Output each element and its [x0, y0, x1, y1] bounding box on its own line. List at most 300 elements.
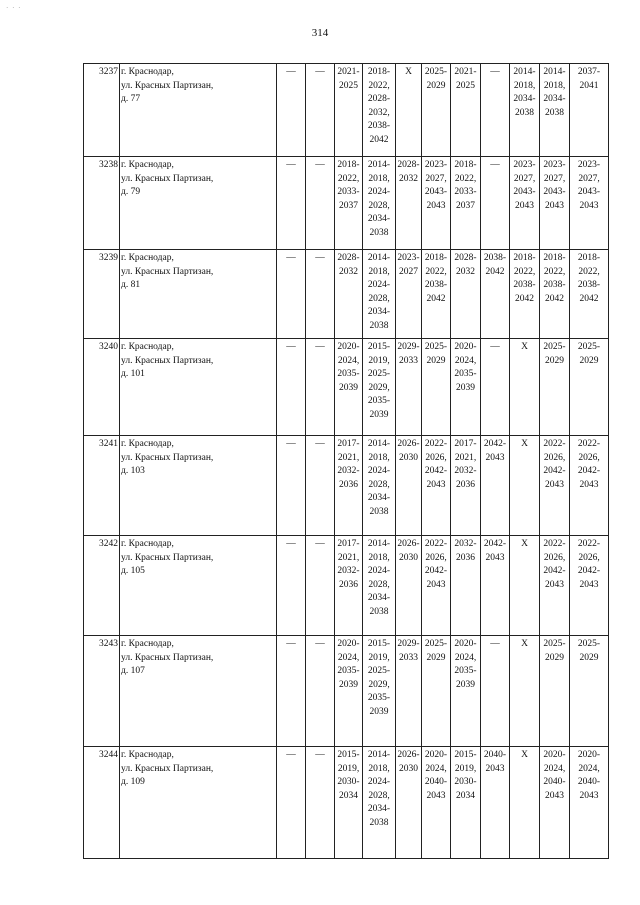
- schedule-value: 2032-: [454, 539, 477, 549]
- schedule-value: 2014-: [367, 160, 391, 170]
- table-body: [84, 64, 609, 859]
- schedule-cell: [540, 747, 570, 859]
- schedule-value: 2022,: [543, 266, 566, 277]
- schedule-value: 2017-: [454, 439, 477, 449]
- schedule-value: 2033-: [337, 187, 360, 198]
- schedule-value: 2026,: [543, 452, 566, 463]
- schedule-value: 2038-: [513, 280, 536, 291]
- schedule-value: 2018,: [513, 80, 536, 91]
- schedule-value: 2018-: [424, 253, 448, 263]
- schedule-value: 2028-: [337, 253, 360, 263]
- schedule-cell: [540, 436, 570, 536]
- schedule-value: 2040-: [424, 777, 448, 788]
- schedule-value: —: [490, 67, 500, 77]
- schedule-value: 2023-: [397, 253, 420, 263]
- schedule-value: 2019,: [337, 763, 360, 774]
- schedule-value: 2036: [339, 579, 358, 590]
- schedule-value: 2043: [545, 479, 564, 490]
- schedule-value: 2026,: [543, 552, 566, 563]
- schedule-value: 2043-: [577, 187, 601, 198]
- schedule-cell: [481, 536, 510, 636]
- schedule-cell: [396, 536, 422, 636]
- schedule-value: 2020-: [454, 342, 477, 352]
- schedule-value: —: [315, 439, 325, 449]
- schedule-value: 2042: [545, 293, 564, 304]
- schedule-value: 2038: [369, 606, 389, 617]
- schedule-value: 2032-: [337, 566, 360, 577]
- schedule-value: 2018-: [337, 160, 360, 170]
- schedule-value: 2035-: [367, 396, 391, 407]
- schedule-value: —: [286, 639, 296, 649]
- table-row: [84, 64, 609, 157]
- schedule-value: 2024,: [454, 355, 477, 366]
- schedule-value: —: [490, 639, 500, 649]
- schedule-value: 2038-: [577, 280, 601, 291]
- schedule-value: 2022-: [424, 539, 448, 549]
- schedule-cell: [335, 436, 363, 536]
- schedule-value: 2038: [369, 506, 389, 517]
- address-line: д. 105: [121, 566, 145, 577]
- schedule-value: 2038: [545, 107, 564, 118]
- schedule-value: 2042-: [543, 566, 566, 577]
- schedule-value: 2042-: [543, 466, 566, 477]
- schedule-cell: [277, 250, 306, 339]
- address-line: д. 101: [121, 369, 145, 380]
- schedule-value: 2019,: [454, 763, 477, 774]
- schedule-value: 2028-: [397, 160, 420, 170]
- schedule-cell: [396, 636, 422, 747]
- schedule-value: 2035-: [337, 369, 360, 380]
- schedule-value: X: [521, 342, 528, 352]
- schedule-value: 2037: [339, 200, 358, 211]
- schedule-value: 2025-: [543, 639, 566, 649]
- schedule-value: 2043: [545, 579, 564, 590]
- schedule-value: 2042-: [483, 439, 507, 449]
- schedule-value: 2030: [399, 552, 418, 563]
- address-line: ул. Красных Партизан,: [121, 763, 214, 774]
- schedule-value: 2038-: [483, 253, 507, 263]
- schedule-value: —: [315, 67, 325, 77]
- schedule-value: 2039: [369, 706, 389, 717]
- schedule-cell: [422, 250, 451, 339]
- schedule-value: 2042-: [483, 539, 507, 549]
- schedule-value: 2035-: [367, 693, 391, 704]
- schedule-value: 2032: [339, 266, 358, 277]
- schedule-cell: [451, 64, 481, 157]
- schedule-cell: [306, 339, 335, 436]
- schedule-cell: [277, 339, 306, 436]
- schedule-value: 2018-: [367, 67, 391, 77]
- schedule-cell: [396, 64, 422, 157]
- schedule-value: 2037-: [577, 67, 601, 77]
- schedule-value: 2034-: [367, 593, 391, 604]
- schedule-value: —: [315, 750, 325, 760]
- table-row: [84, 157, 609, 250]
- schedule-cell: [363, 747, 396, 859]
- schedule-value: 2043: [579, 200, 599, 211]
- schedule-value: 2020-: [337, 342, 360, 352]
- schedule-cell: [540, 536, 570, 636]
- schedule-value: 2014-: [513, 67, 536, 77]
- schedule-cell: [335, 250, 363, 339]
- repair-schedule-table: [83, 63, 609, 859]
- schedule-value: 2029,: [368, 679, 390, 690]
- schedule-value: 2029-: [397, 342, 420, 352]
- schedule-value: 2024,: [337, 355, 360, 366]
- schedule-cell: [451, 747, 481, 859]
- schedule-value: 2028-: [454, 253, 477, 263]
- schedule-value: 2043: [579, 790, 599, 801]
- schedule-cell: [363, 339, 396, 436]
- schedule-value: 2020-: [454, 639, 477, 649]
- schedule-value: —: [286, 439, 296, 449]
- object-number-cell: 3237: [84, 64, 120, 157]
- schedule-value: —: [315, 342, 325, 352]
- schedule-cell: [540, 64, 570, 157]
- schedule-value: 2023-: [577, 160, 601, 170]
- schedule-value: 2029: [545, 355, 564, 366]
- schedule-value: 2024,: [425, 763, 447, 774]
- schedule-value: 2026-: [397, 750, 420, 760]
- schedule-value: —: [490, 342, 500, 352]
- schedule-cell: [277, 157, 306, 250]
- schedule-cell: [451, 436, 481, 536]
- scan-corner-mark: · · ·: [6, 4, 22, 12]
- schedule-value: 2022-: [543, 439, 566, 449]
- address-line: г. Краснодар,: [121, 253, 174, 263]
- schedule-value: 2030: [399, 452, 418, 463]
- schedule-value: 2043: [485, 763, 505, 774]
- schedule-value: 2025-: [543, 342, 566, 352]
- schedule-cell: [451, 636, 481, 747]
- schedule-value: 2038: [515, 107, 534, 118]
- schedule-value: 2041: [579, 80, 599, 91]
- schedule-value: 2026,: [578, 552, 600, 563]
- address-line: д. 109: [121, 777, 145, 788]
- schedule-cell: [481, 747, 510, 859]
- schedule-cell: [510, 636, 540, 747]
- address-cell: [120, 64, 277, 157]
- schedule-value: 2043: [545, 790, 564, 801]
- schedule-cell: [422, 747, 451, 859]
- schedule-value: 2043: [579, 579, 599, 590]
- schedule-value: 2042: [426, 293, 446, 304]
- schedule-value: 2038-: [543, 280, 566, 291]
- schedule-value: 2017-: [337, 439, 360, 449]
- schedule-cell: [481, 636, 510, 747]
- schedule-value: 2040-: [543, 777, 566, 788]
- schedule-cell: [510, 436, 540, 536]
- schedule-cell: [363, 636, 396, 747]
- schedule-value: 2043: [485, 552, 505, 563]
- schedule-value: 2026,: [578, 452, 600, 463]
- schedule-value: X: [521, 539, 528, 549]
- schedule-value: 2022-: [577, 439, 601, 449]
- schedule-value: 2042-: [424, 466, 448, 477]
- schedule-value: 2034-: [513, 94, 536, 105]
- address-line: г. Краснодар,: [121, 342, 174, 352]
- schedule-value: 2022,: [425, 266, 447, 277]
- schedule-value: 2030-: [337, 777, 360, 788]
- schedule-value: 2018,: [368, 266, 390, 277]
- schedule-value: 2027,: [513, 173, 536, 184]
- schedule-value: 2024-: [367, 187, 391, 198]
- schedule-value: 2028,: [368, 790, 390, 801]
- schedule-value: —: [286, 253, 296, 263]
- schedule-value: 2030-: [454, 777, 477, 788]
- schedule-value: 2035-: [454, 666, 477, 677]
- schedule-cell: [335, 636, 363, 747]
- schedule-value: —: [315, 539, 325, 549]
- schedule-value: 2032: [399, 173, 418, 184]
- schedule-value: 2042: [579, 293, 599, 304]
- schedule-value: 2040-: [577, 777, 601, 788]
- schedule-value: 2042-: [424, 566, 448, 577]
- schedule-value: 2043: [426, 579, 446, 590]
- schedule-value: 2022-: [543, 539, 566, 549]
- schedule-value: —: [315, 160, 325, 170]
- schedule-value: 2025-: [424, 639, 448, 649]
- schedule-value: 2036: [456, 479, 475, 490]
- object-number-cell: 3240: [84, 339, 120, 436]
- schedule-value: 2022,: [368, 80, 390, 91]
- schedule-cell: [335, 64, 363, 157]
- schedule-cell: [570, 747, 609, 859]
- schedule-value: 2029-: [397, 639, 420, 649]
- schedule-value: 2021,: [337, 552, 360, 563]
- table-row: [84, 636, 609, 747]
- schedule-cell: [510, 339, 540, 436]
- schedule-value: —: [286, 750, 296, 760]
- address-line: г. Краснодар,: [121, 439, 174, 449]
- page-number: 314: [311, 27, 329, 39]
- schedule-cell: [277, 436, 306, 536]
- schedule-cell: [422, 64, 451, 157]
- schedule-value: 2043: [579, 479, 599, 490]
- schedule-value: 2032,: [368, 107, 390, 118]
- schedule-cell: [363, 250, 396, 339]
- address-line: г. Краснодар,: [121, 67, 174, 77]
- schedule-value: 2027,: [578, 173, 600, 184]
- schedule-cell: [451, 157, 481, 250]
- schedule-value: 2035-: [454, 369, 477, 380]
- schedule-value: 2042: [369, 134, 389, 145]
- schedule-value: 2025: [339, 80, 358, 91]
- schedule-value: 2026-: [397, 539, 420, 549]
- schedule-cell: [306, 536, 335, 636]
- schedule-value: 2027,: [425, 173, 447, 184]
- schedule-value: 2018,: [368, 552, 390, 563]
- schedule-value: 2034-: [367, 307, 391, 318]
- schedule-cell: [335, 157, 363, 250]
- schedule-cell: [422, 636, 451, 747]
- schedule-value: 2014-: [543, 67, 566, 77]
- address-line: г. Краснодар,: [121, 160, 174, 170]
- schedule-value: 2023-: [424, 160, 448, 170]
- table-row: [84, 747, 609, 859]
- schedule-cell: [451, 339, 481, 436]
- schedule-cell: [306, 157, 335, 250]
- schedule-cell: [422, 436, 451, 536]
- address-line: ул. Красных Партизан,: [121, 80, 214, 91]
- schedule-value: 2024,: [337, 652, 360, 663]
- address-line: ул. Красных Партизан,: [121, 652, 214, 663]
- schedule-cell: [570, 339, 609, 436]
- schedule-cell: [481, 250, 510, 339]
- object-number-cell: 3239: [84, 250, 120, 339]
- schedule-cell: [481, 436, 510, 536]
- schedule-value: 2021,: [337, 452, 360, 463]
- schedule-value: 2018,: [368, 763, 390, 774]
- schedule-cell: [396, 436, 422, 536]
- schedule-value: 2025-: [577, 342, 601, 352]
- schedule-cell: [396, 250, 422, 339]
- schedule-value: 2043-: [424, 187, 448, 198]
- schedule-cell: [335, 536, 363, 636]
- schedule-value: 2043: [426, 200, 446, 211]
- schedule-value: 2032: [456, 266, 475, 277]
- schedule-cell: [396, 157, 422, 250]
- schedule-value: 2024-: [367, 777, 391, 788]
- schedule-value: 2034-: [367, 214, 391, 225]
- table-row: [84, 436, 609, 536]
- schedule-value: 2020-: [543, 750, 566, 760]
- schedule-value: 2025-: [367, 666, 391, 677]
- address-line: д. 81: [121, 280, 141, 291]
- schedule-value: 2022,: [454, 173, 477, 184]
- object-number-cell: 3244: [84, 747, 120, 859]
- schedule-value: 2018,: [543, 80, 566, 91]
- address-line: д. 79: [121, 187, 141, 198]
- schedule-value: 2026-: [397, 439, 420, 449]
- schedule-cell: [363, 64, 396, 157]
- schedule-value: 2042: [485, 266, 505, 277]
- schedule-cell: [422, 157, 451, 250]
- schedule-cell: [396, 339, 422, 436]
- schedule-value: 2021-: [454, 67, 477, 77]
- schedule-cell: [481, 339, 510, 436]
- schedule-value: 2020-: [577, 750, 601, 760]
- schedule-value: X: [521, 439, 528, 449]
- schedule-value: 2038-: [367, 121, 391, 132]
- schedule-value: 2042: [515, 293, 534, 304]
- schedule-cell: [335, 747, 363, 859]
- address-cell: [120, 536, 277, 636]
- address-line: д. 77: [121, 94, 141, 105]
- schedule-value: 2032-: [337, 466, 360, 477]
- schedule-value: 2028-: [367, 94, 391, 105]
- schedule-value: 2020-: [424, 750, 448, 760]
- schedule-value: 2033: [399, 355, 418, 366]
- schedule-value: 2035-: [337, 666, 360, 677]
- schedule-value: 2043: [426, 479, 446, 490]
- schedule-value: 2024-: [367, 566, 391, 577]
- object-number-cell: 3243: [84, 636, 120, 747]
- address-cell: [120, 747, 277, 859]
- schedule-value: —: [286, 539, 296, 549]
- schedule-value: X: [521, 639, 528, 649]
- schedule-value: 2018-: [543, 253, 566, 263]
- schedule-value: —: [286, 342, 296, 352]
- schedule-value: 2024-: [367, 466, 391, 477]
- schedule-cell: [363, 436, 396, 536]
- schedule-cell: [510, 64, 540, 157]
- schedule-value: 2039: [339, 679, 358, 690]
- schedule-cell: [306, 250, 335, 339]
- schedule-cell: [540, 250, 570, 339]
- schedule-value: 2022,: [578, 266, 600, 277]
- schedule-value: 2029,: [368, 382, 390, 393]
- schedule-value: 2014-: [367, 539, 391, 549]
- schedule-cell: [570, 157, 609, 250]
- schedule-value: 2038: [369, 320, 389, 331]
- schedule-value: 2034-: [367, 493, 391, 504]
- address-line: ул. Красных Партизан,: [121, 552, 214, 563]
- schedule-value: —: [286, 67, 296, 77]
- address-line: ул. Красных Партизан,: [121, 173, 214, 184]
- schedule-cell: [481, 64, 510, 157]
- schedule-value: 2014-: [367, 439, 391, 449]
- schedule-value: 2018-: [577, 253, 601, 263]
- schedule-cell: [335, 339, 363, 436]
- schedule-value: 2024,: [543, 763, 566, 774]
- table-row: [84, 250, 609, 339]
- schedule-value: 2038: [369, 817, 389, 828]
- schedule-value: 2043: [515, 200, 534, 211]
- schedule-cell: [510, 250, 540, 339]
- schedule-value: 2043: [426, 790, 446, 801]
- schedule-value: 2023-: [543, 160, 566, 170]
- schedule-cell: [540, 636, 570, 747]
- schedule-cell: [277, 64, 306, 157]
- schedule-value: 2019,: [368, 355, 390, 366]
- schedule-value: 2025: [456, 80, 475, 91]
- schedule-value: 2029: [579, 355, 599, 366]
- address-line: г. Краснодар,: [121, 750, 174, 760]
- schedule-value: 2037: [456, 200, 475, 211]
- schedule-cell: [540, 339, 570, 436]
- schedule-value: 2024,: [454, 652, 477, 663]
- schedule-value: 2015-: [367, 639, 391, 649]
- schedule-value: 2029: [545, 652, 564, 663]
- schedule-value: 2021-: [337, 67, 360, 77]
- schedule-value: 2018-: [513, 253, 536, 263]
- schedule-value: 2028,: [368, 200, 390, 211]
- schedule-value: 2018-: [454, 160, 477, 170]
- schedule-value: 2038: [369, 227, 389, 238]
- schedule-value: 2036: [456, 552, 475, 563]
- schedule-value: 2021,: [454, 452, 477, 463]
- schedule-cell: [306, 747, 335, 859]
- address-line: ул. Красных Партизан,: [121, 355, 214, 366]
- schedule-value: 2025-: [424, 342, 448, 352]
- schedule-cell: [277, 636, 306, 747]
- schedule-value: 2025-: [577, 639, 601, 649]
- schedule-cell: [363, 157, 396, 250]
- schedule-value: 2043: [485, 452, 505, 463]
- schedule-cell: [277, 747, 306, 859]
- schedule-value: 2039: [456, 679, 475, 690]
- schedule-value: —: [490, 160, 500, 170]
- schedule-cell: [481, 157, 510, 250]
- schedule-cell: [363, 536, 396, 636]
- schedule-value: 2022,: [337, 173, 360, 184]
- object-number-cell: 3241: [84, 436, 120, 536]
- schedule-value: 2040-: [483, 750, 507, 760]
- schedule-value: 2024-: [367, 280, 391, 291]
- address-cell: [120, 339, 277, 436]
- schedule-value: 2019,: [368, 652, 390, 663]
